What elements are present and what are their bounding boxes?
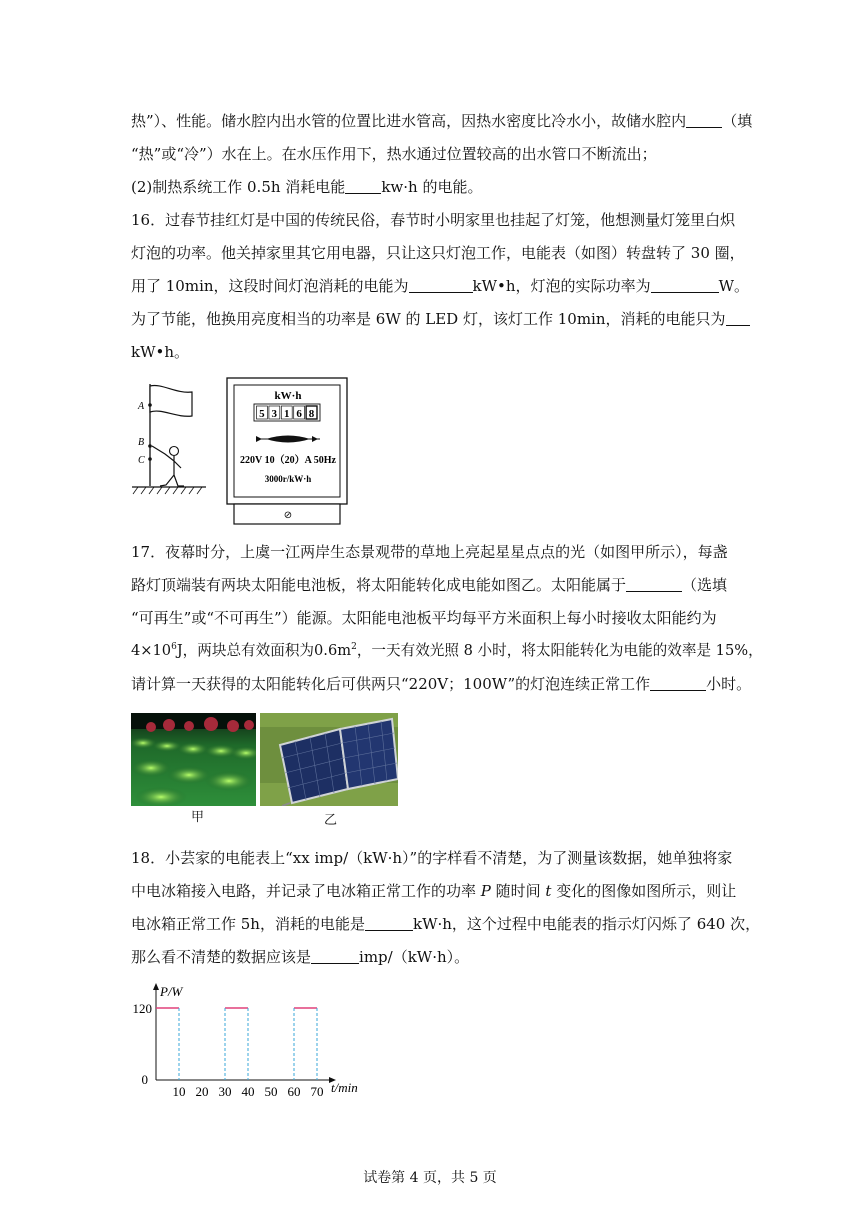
text: （填 [722,112,753,130]
page-footer: 试卷第 4 页，共 5 页 [363,1170,497,1186]
text-line-3 [131,177,482,197]
x-axis-title: t/min [331,1080,358,1095]
meter-knob-icon: ⊘ [283,510,293,521]
answer-blank[interactable] [345,179,381,194]
q16-line-2: 灯泡的功率。他关掉家里其它用电器，只让这只灯泡工作，电能表（如图）转盘转了 30 圈， [131,244,745,262]
text: 请计算一天获得的太阳能转化后可供两只“220V；100W”的灯泡连续正常工作 [131,675,651,693]
y-axis-title: P/W [160,984,183,999]
meter-digit: 3 [271,408,278,420]
text: kw·h 的电能。 [381,178,483,196]
meter-digit: 6 [296,408,302,420]
q18-line-1: 18．小芸家的电能表上“xx imp/（kW·h）”的字样看不清楚，为了测量该数据，她单独将家 [131,849,733,867]
text: W。 [718,277,749,295]
text-line-1 [131,111,752,131]
text: 小时。 [706,675,752,693]
flag-figure [128,382,210,504]
meter-rev: 3000r/kW·h [264,474,312,484]
superscript: 2 [351,642,357,653]
text: 随时间 [490,882,546,900]
meter-unit: kW·h [274,390,302,402]
photo-caption-right: 乙 [324,813,338,828]
text: 热”）、性能。储水腔内出水管的位置比进水管高，因热水密度比冷水小，故储水腔内 [131,112,687,130]
text: (2)制热系统工作 0.5h 消耗电能 [131,178,346,196]
photo-solar-panels [260,713,398,806]
power-time-chart [125,980,375,1100]
text: （选填 [682,576,728,594]
answer-blank[interactable] [726,311,750,326]
q16-line-4 [131,309,750,329]
answer-blank[interactable] [650,676,706,691]
answer-blank[interactable] [409,278,473,293]
q17-line-4 [131,641,763,661]
x-tick-label: 50 [264,1084,278,1099]
meter-digit: 1 [283,408,290,420]
q17-line-3: “可再生”或“不可再生”）能源。太阳能电池板平均每平方米面积上每小时接收太阳能约为 [131,609,717,627]
point-label-c: C [138,455,145,466]
text: kW•h，灯泡的实际功率为 [472,277,651,295]
answer-blank[interactable] [626,577,682,592]
text: ，一天有效光照 8 小时，将太阳能转化为电能的效率是 15%， [356,642,763,659]
var-t: t [545,882,552,900]
chart-labels [133,984,358,1099]
point-label-b: B [138,437,145,448]
answer-blank[interactable] [686,113,722,128]
superscript: 6 [171,642,177,653]
photo-caption-left: 甲 [191,810,205,825]
answer-blank[interactable] [311,949,359,964]
q17-line-2 [131,575,727,595]
x-tick-label: 30 [218,1084,232,1099]
electricity-meter [226,377,350,527]
text: 电冰箱正常工作 5h，消耗的电能是 [131,915,365,933]
point-label-a: A [138,401,145,412]
q18-line-2 [131,881,736,901]
x-tick-label: 40 [241,1084,255,1099]
x-tick-label: 70 [310,1084,324,1099]
x-tick-label: 10 [172,1084,186,1099]
text: 路灯顶端装有两块太阳能电池板，将太阳能转化成电能如图乙。太阳能属于 [131,576,627,594]
chart-marks [156,1008,317,1080]
y-tick-label: 120 [132,1001,152,1016]
q18-line-4 [131,947,469,967]
text: 为了节能，他换用亮度相当的功率是 6W 的 LED 灯，该灯工作 10min，消耗的电能只为 [131,310,726,328]
answer-blank[interactable] [651,278,719,293]
text: 中电冰箱接入电路，并记录了电冰箱正常工作的功率 [131,882,481,900]
text-line-2: “热”或“冷”）水在上。在水压作用下，热水通过位置较高的出水管口不断流出； [131,145,657,163]
text: kW·h，这个过程中电能表的指示灯闪烁了 640 次， [412,915,761,933]
q16-line-1: 16．过春节挂红灯是中国的传统民俗，春节时小明家里也挂起了灯笼，他想测量灯笼里白炽 [131,211,736,229]
text: J，两块总有效面积为0.6m [176,642,352,659]
meter-digit: 8 [308,408,315,420]
text: 4×10 [131,642,172,659]
q17-line-1: 17．夜幕时分，上虞一江两岸生态景观带的草地上亮起星星点点的光（如图甲所示），每盏 [131,543,728,561]
var-p: P [480,882,491,900]
answer-blank[interactable] [365,916,413,931]
text: 那么看不清楚的数据应该是 [131,948,312,966]
meter-digits [257,406,318,420]
q16-line-5: kW•h。 [131,343,190,361]
photo-lawn-lights [131,713,256,806]
meter-digit: 5 [259,408,265,420]
x-tick-label: 20 [195,1084,209,1099]
text: 用了 10min，这段时间灯泡消耗的电能为 [131,277,409,295]
text: imp/（kW·h）。 [359,948,470,966]
q16-line-3 [131,276,749,296]
meter-spec: 220V 10（20）A 50Hz [240,455,336,466]
q18-line-3 [131,914,760,934]
q17-line-5 [131,674,751,694]
x-tick-label: 60 [287,1084,301,1099]
text: 变化的图像如图所示，则让 [551,882,737,900]
y-axis-arrow [153,983,159,990]
y-tick-label: 0 [141,1072,148,1087]
